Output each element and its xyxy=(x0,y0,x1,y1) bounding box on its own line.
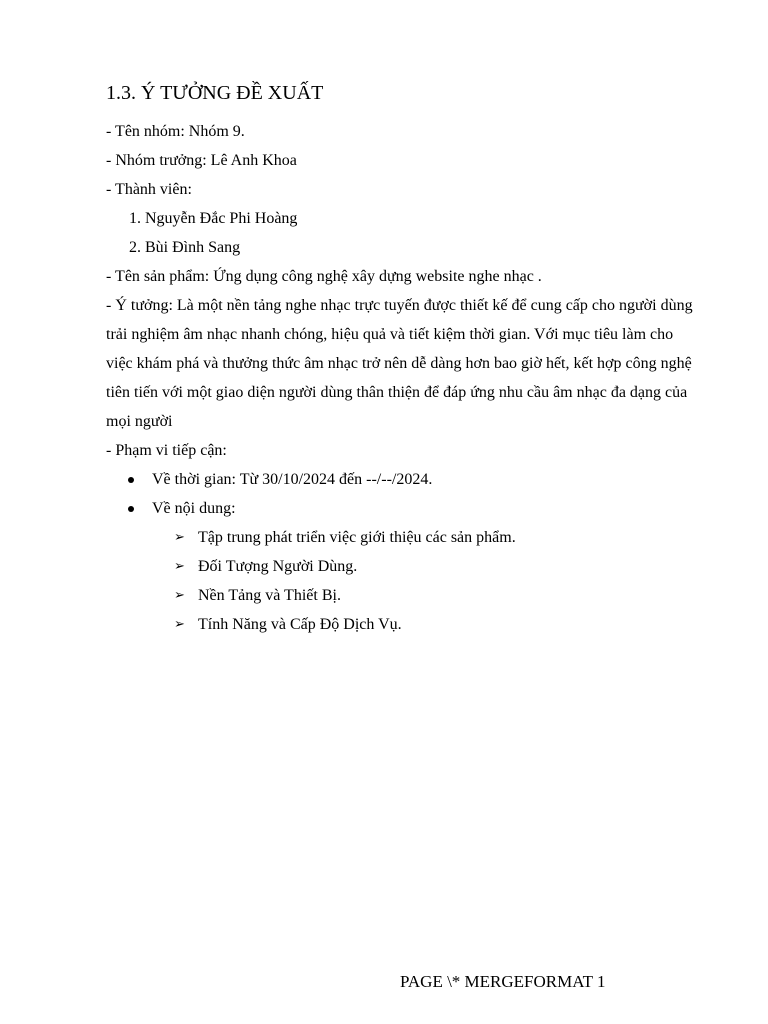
page-footer-field: PAGE \* MERGEFORMAT 1 xyxy=(400,972,606,991)
arrow-bullet-icon: ➢ xyxy=(174,617,185,632)
bullet-item-content xyxy=(106,494,712,523)
idea-line: mọi người xyxy=(106,413,173,430)
bullet-dot-icon xyxy=(128,477,134,483)
content-item-text: Đối Tượng Người Dùng. xyxy=(198,558,358,575)
content-item-text: Nền Tảng và Thiết Bị. xyxy=(198,587,341,604)
content-item xyxy=(106,610,712,639)
scope-label: - Phạm vi tiếp cận: xyxy=(106,442,227,459)
bullet-dot-icon xyxy=(128,506,134,512)
arrow-bullet-icon: ➢ xyxy=(174,588,185,603)
product-name-line: - Tên sản phẩm: Ứng dụng công nghệ xây dựng website nghe nhạc . xyxy=(106,268,542,285)
content-item-text: Tính Năng và Cấp Độ Dịch Vụ. xyxy=(198,616,402,633)
document-body xyxy=(106,117,712,639)
arrow-bullet-icon: ➢ xyxy=(174,530,185,545)
team-name-line: - Tên nhóm: Nhóm 9. xyxy=(106,123,245,140)
member-item: 1. Nguyễn Đắc Phi Hoàng xyxy=(129,210,298,227)
idea-line: việc khám phá và thưởng thức âm nhạc trở nên dễ dàng hơn bao giờ hết, kết hợp công nghệ xyxy=(106,355,692,372)
section-heading: 1.3. Ý TƯỞNG ĐỀ XUẤT xyxy=(106,82,324,104)
arrow-bullet-icon: ➢ xyxy=(174,559,185,574)
content-item xyxy=(106,581,712,610)
idea-paragraph xyxy=(106,291,712,436)
idea-line: trải nghiệm âm nhạc nhanh chóng, hiệu quả và tiết kiệm thời gian. Với mục tiêu làm cho xyxy=(106,326,674,343)
content-item xyxy=(106,552,712,581)
member-item: 2. Bùi Đình Sang xyxy=(129,239,241,256)
idea-line: - Ý tưởng: Là một nền tảng nghe nhạc trực tuyến được thiết kế để cung cấp cho người dùng xyxy=(106,297,693,314)
content-item-text: Tập trung phát triển việc giới thiệu các sản phẩm. xyxy=(198,529,516,546)
bullet-text: Về thời gian: Từ 30/10/2024 đến --/--/2024. xyxy=(152,471,433,488)
bullet-text: Về nội dung: xyxy=(152,500,236,517)
bullet-item-time xyxy=(106,465,712,494)
idea-line: tiên tiến với một giao diện người dùng thân thiện để đáp ứng nhu cầu âm nhạc đa dạng của xyxy=(106,384,688,401)
team-leader-line: - Nhóm trưởng: Lê Anh Khoa xyxy=(106,152,297,169)
content-item xyxy=(106,523,712,552)
members-label: - Thành viên: xyxy=(106,181,192,198)
